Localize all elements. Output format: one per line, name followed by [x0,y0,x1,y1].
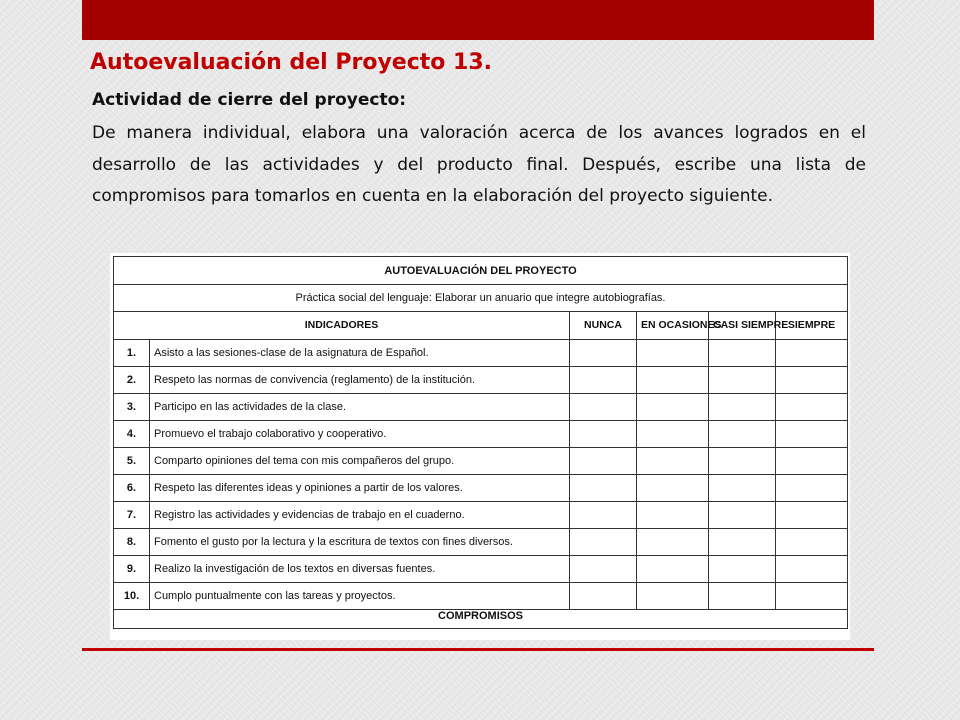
indicator-number: 10. [114,583,150,610]
indicator-number: 7. [114,502,150,529]
never-cell[interactable] [570,340,637,367]
indicator-text: Cumplo puntualmente con las tareas y proyectos. [150,583,570,610]
almost-always-cell[interactable] [709,502,776,529]
always-cell[interactable] [776,367,848,394]
almost-always-cell[interactable] [709,394,776,421]
self-evaluation-table-image [110,253,850,640]
almost-always-cell[interactable] [709,340,776,367]
practice-description: Práctica social del lenguaje: Elaborar un anuario que integre autobiografías. [114,285,848,312]
table-row [114,448,848,475]
slide-title: Autoevaluación del Proyecto 13. [90,50,493,75]
table-row [114,475,848,502]
table-row [114,340,848,367]
sometimes-cell[interactable] [637,502,709,529]
always-cell[interactable] [776,529,848,556]
indicator-text: Participo en las actividades de la clase. [150,394,570,421]
header-indicators: INDICADORES [114,312,570,340]
almost-always-cell[interactable] [709,529,776,556]
almost-always-cell[interactable] [709,421,776,448]
never-cell[interactable] [570,367,637,394]
indicator-text: Registro las actividades y evidencias de trabajo en el cuaderno. [150,502,570,529]
never-cell[interactable] [570,583,637,610]
never-cell[interactable] [570,529,637,556]
always-cell[interactable] [776,421,848,448]
always-cell[interactable] [776,340,848,367]
indicator-number: 5. [114,448,150,475]
indicator-text: Respeto las normas de convivencia (reglamento) de la institución. [150,367,570,394]
always-cell[interactable] [776,394,848,421]
indicator-text: Asisto a las sesiones-clase de la asignatura de Español. [150,340,570,367]
almost-always-cell[interactable] [709,583,776,610]
sometimes-cell[interactable] [637,529,709,556]
indicator-number: 9. [114,556,150,583]
header-never: NUNCA [570,312,637,340]
activity-subtitle: Actividad de cierre del proyecto: [92,90,407,110]
always-cell[interactable] [776,448,848,475]
always-cell[interactable] [776,556,848,583]
sometimes-cell[interactable] [637,556,709,583]
almost-always-cell[interactable] [709,367,776,394]
indicator-text: Promuevo el trabajo colaborativo y cooperativo. [150,421,570,448]
never-cell[interactable] [570,421,637,448]
table-row [114,556,848,583]
indicator-text: Comparto opiniones del tema con mis compañeros del grupo. [150,448,570,475]
table-row [114,502,848,529]
always-cell[interactable] [776,475,848,502]
header-sometimes: EN OCASIONES [637,312,709,340]
never-cell[interactable] [570,502,637,529]
commitments-header: COMPROMISOS [114,610,848,629]
indicator-number: 2. [114,367,150,394]
always-cell[interactable] [776,502,848,529]
sometimes-cell[interactable] [637,583,709,610]
table-row [114,367,848,394]
never-cell[interactable] [570,475,637,502]
table-row [114,583,848,610]
indicator-number: 6. [114,475,150,502]
header-always: SIEMPRE [776,312,848,340]
instructions-paragraph: De manera individual, elabora una valoración acerca de los avances logrados en el desarrollo de las actividades y del producto final. Después, escribe una lista de compromisos para tomarlos en cuenta en la elaboración del proyecto siguiente. [92,123,866,206]
indicator-number: 4. [114,421,150,448]
sometimes-cell[interactable] [637,394,709,421]
sometimes-cell[interactable] [637,475,709,502]
table-row [114,394,848,421]
almost-always-cell[interactable] [709,556,776,583]
indicator-number: 3. [114,394,150,421]
indicator-text: Fomento el gusto por la lectura y la escritura de textos con fines diversos. [150,529,570,556]
bottom-accent-line [82,648,874,651]
never-cell[interactable] [570,556,637,583]
table-title: AUTOEVALUACIÓN DEL PROYECTO [114,257,848,285]
sometimes-cell[interactable] [637,448,709,475]
indicator-text: Respeto las diferentes ideas y opiniones a partir de los valores. [150,475,570,502]
almost-always-cell[interactable] [709,475,776,502]
header-almost-always: CASI SIEMPRE [709,312,776,340]
table-row [114,421,848,448]
sometimes-cell[interactable] [637,367,709,394]
top-accent-bar [82,0,874,40]
never-cell[interactable] [570,394,637,421]
sometimes-cell[interactable] [637,421,709,448]
self-evaluation-table [113,256,848,629]
indicator-text: Realizo la investigación de los textos en diversas fuentes. [150,556,570,583]
almost-always-cell[interactable] [709,448,776,475]
indicator-number: 8. [114,529,150,556]
table-row [114,529,848,556]
indicator-number: 1. [114,340,150,367]
always-cell[interactable] [776,583,848,610]
never-cell[interactable] [570,448,637,475]
sometimes-cell[interactable] [637,340,709,367]
